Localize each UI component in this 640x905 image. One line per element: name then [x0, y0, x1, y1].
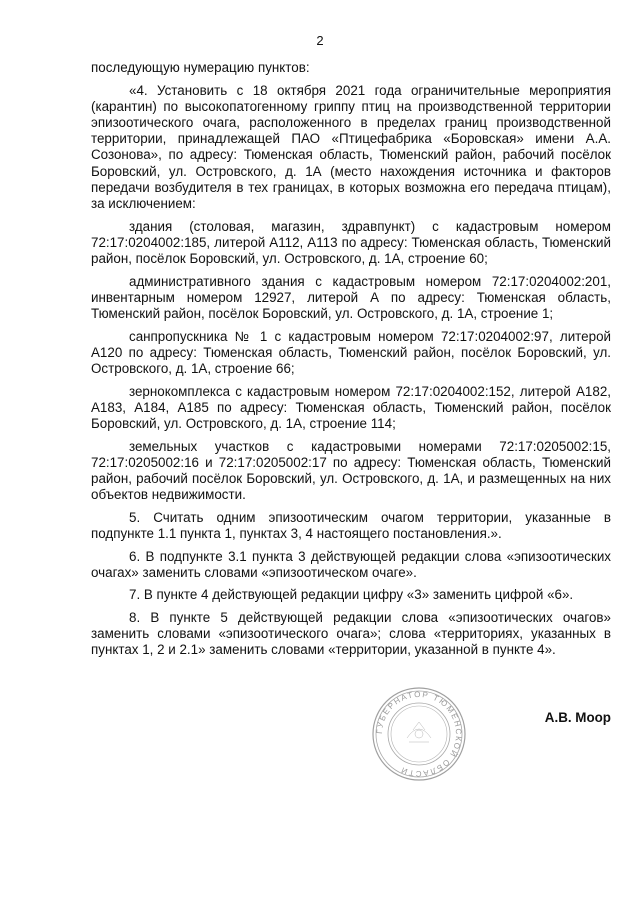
paragraph-exception-building: здания (столовая, магазин, здравпункт) с кадастровым номером 72:17:0204002:185, литерой А112, А113 по адресу: Тюменская область, Тюменский район, посёлок Боровский, ул. Островского, д. 1А, строение 60; [91, 218, 611, 267]
paragraph-exception-land-plots: земельных участков с кадастровыми номерами 72:17:0205002:15, 72:17:0205002:16 и 72:17:0205002:17 по адресу: Тюменская область, Тюменский район, рабочий посёлок Боровский, ул. Островского, д. 1А, и размещенных на них объектов недвижимости. [91, 438, 611, 503]
paragraph-numbering-continuation: последующую нумерацию пунктов: [91, 60, 310, 75]
paragraph-exception-admin-building: административного здания с кадастровым номером 72:17:0204002:201, инвентарным номером 12927, литерой А по адресу: Тюменская область, Тюменский район, посёлок Боровский, ул. Островского, д. 1А, строение 1; [91, 273, 611, 322]
seal-graphic [371, 686, 467, 782]
paragraph-item-4-quarantine: «4. Установить с 18 октября 2021 года ограничительные мероприятия (карантин) по высокопатогенному гриппу птиц на производственной территории эпизоотического очага, расположенного в пределах границ производственной территории, принадлежащей ПАО «Птицефабрика «Боровская» имени А.А. Созонова», по адресу: Тюменская область, Тюменский район, рабочий посёлок Боровский, ул. Островского, д. 1А (место нахождения источника и факторов передачи возбудителя в тех границах, в которых возможна его передача птицам), за исключением: [91, 82, 611, 212]
document-body [91, 60, 611, 665]
paragraph-exception-sanitary-checkpoint: санпропускника № 1 с кадастровым номером 72:17:0204002:97, литерой А120 по адресу: Тюменская область, Тюменский район, посёлок Боровский, ул. Островского, д. 1А, строение 66; [91, 328, 611, 377]
paragraph-item-5: 5. Считать одним эпизоотическим очагом территории, указанные в подпункте 1.1 пункта 1, пунктах 3, 4 настоящего постановления.». [91, 509, 611, 542]
paragraph-item-8: 8. В пункте 5 действующей редакции слова «эпизоотических очагов» заменить словами «эпизоотического очага»; слова «территориях, указанных в пунктах 1, 2 и 2.1» заменить словами «территории, указанной в пункте 4». [91, 610, 611, 658]
signatory-name: А.В. Моор [544, 710, 611, 725]
page-number: 2 [316, 33, 324, 48]
paragraph-item-7: 7. В пункте 4 действующей редакции цифру «3» заменить цифрой «6». [129, 587, 574, 603]
paragraph-item-6: 6. В подпункте 3.1 пункта 3 действующей редакции слова «эпизоотических очагах» заменить словами «эпизоотическом очаге». [91, 548, 611, 580]
paragraph-exception-grain-complex: зернокомплекса с кадастровым номером 72:17:0204002:152, литерой А182, А183, А184, А185 по адресу: Тюменская область, Тюменский район, посёлок Боровский, ул. Островского, д. 1А, строение 114; [91, 383, 611, 432]
official-seal [371, 686, 467, 782]
seal-ring-text: ГУБЕРНАТОР ТЮМЕНСКОЙ ОБЛАСТИ [374, 689, 464, 779]
